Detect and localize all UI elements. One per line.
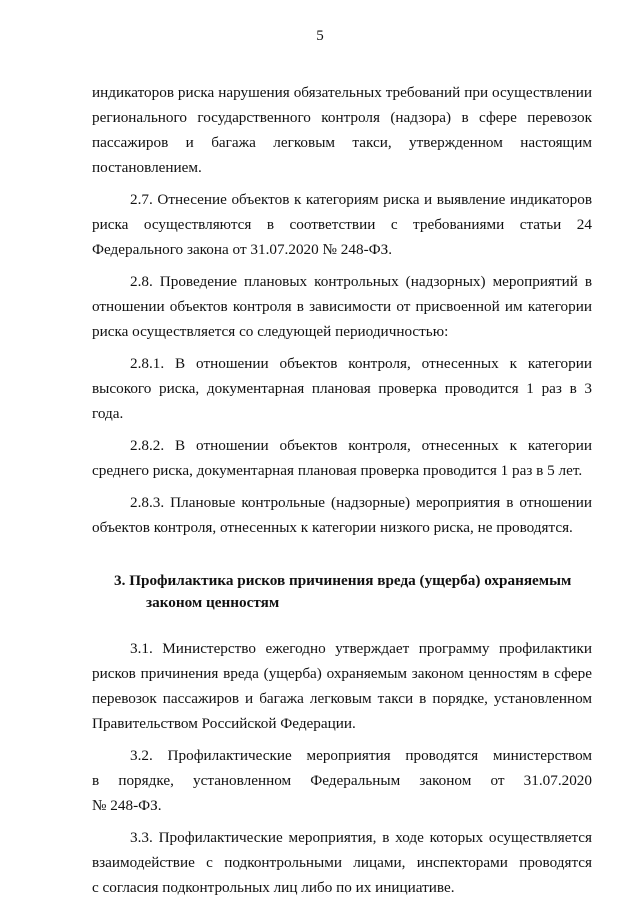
text-line: взаимодействие с подконтрольными лицами, инспекторами проводятся <box>92 854 592 871</box>
paragraph-2-7 <box>92 187 592 262</box>
text-line: пассажиров и багажа легковым такси, утвержденном настоящим <box>92 134 592 151</box>
text-line: 2.8.3. Плановые контрольные (надзорные) мероприятия в отношении <box>130 494 592 511</box>
paragraph-risk-indicators-continued <box>92 80 592 180</box>
text-line: в порядке, установленном Федеральным законом от 31.07.2020 <box>92 772 592 789</box>
text-line: перевозок пассажиров и багажа легковым такси в порядке, установленном <box>92 690 592 707</box>
page-number: 5 <box>316 28 324 44</box>
text-line: 2.7. Отнесение объектов к категориям риска и выявление индикаторов <box>130 191 592 208</box>
text-line: объектов контроля, отнесенных к категории низкого риска, не проводятся. <box>92 519 573 536</box>
text-line: риска осуществляются в соответствии с требованиями статьи 24 <box>92 216 592 233</box>
paragraph-2-8 <box>92 269 592 344</box>
text-line: с согласия подконтрольных лиц либо по их инициативе. <box>92 879 455 896</box>
text-line: № 248-ФЗ. <box>92 797 162 814</box>
paragraph-2-8-3 <box>92 490 592 540</box>
paragraph-3-2 <box>92 743 592 818</box>
paragraph-2-8-1 <box>92 351 592 426</box>
text-line: 2.8. Проведение плановых контрольных (надзорных) мероприятий в <box>130 273 592 290</box>
text-line: 2.8.2. В отношении объектов контроля, отнесенных к категории <box>130 437 592 454</box>
heading-line: 3. Профилактика рисков причинения вреда (ущерба) охраняемым <box>114 572 572 589</box>
text-line: постановлением. <box>92 159 202 176</box>
text-line: отношении объектов контроля в зависимости от присвоенной им категории <box>92 298 592 315</box>
text-line: Федерального закона от 31.07.2020 № 248-ФЗ. <box>92 241 393 258</box>
heading-line: законом ценностям <box>146 594 280 611</box>
paragraph-3-1 <box>92 636 592 736</box>
text-line: 3.2. Профилактические мероприятия проводятся министерством <box>130 747 592 764</box>
text-line: 3.3. Профилактические мероприятия, в ходе которых осуществляется <box>130 829 592 846</box>
paragraph-3-3 <box>92 825 592 900</box>
section-heading <box>92 570 592 614</box>
text-line: Правительством Российской Федерации. <box>92 715 356 732</box>
text-line: 2.8.1. В отношении объектов контроля, отнесенных к категории <box>130 355 592 372</box>
text-line: регионального государственного контроля (надзора) в сфере перевозок <box>92 109 592 126</box>
text-line: рисков причинения вреда (ущерба) охраняемым законом ценностям в сфере <box>92 665 592 682</box>
document-body <box>92 80 592 907</box>
text-line: 3.1. Министерство ежегодно утверждает программу профилактики <box>130 640 592 657</box>
paragraph-2-8-2 <box>92 433 592 483</box>
text-line: риска осуществляется со следующей периодичностью: <box>92 323 449 340</box>
text-line: индикаторов риска нарушения обязательных требований при осуществлении <box>92 84 592 101</box>
text-line: высокого риска, документарная плановая проверка проводится 1 раз в 3 года. <box>92 380 592 422</box>
text-line: среднего риска, документарная плановая проверка проводится 1 раз в 5 лет. <box>92 462 583 479</box>
